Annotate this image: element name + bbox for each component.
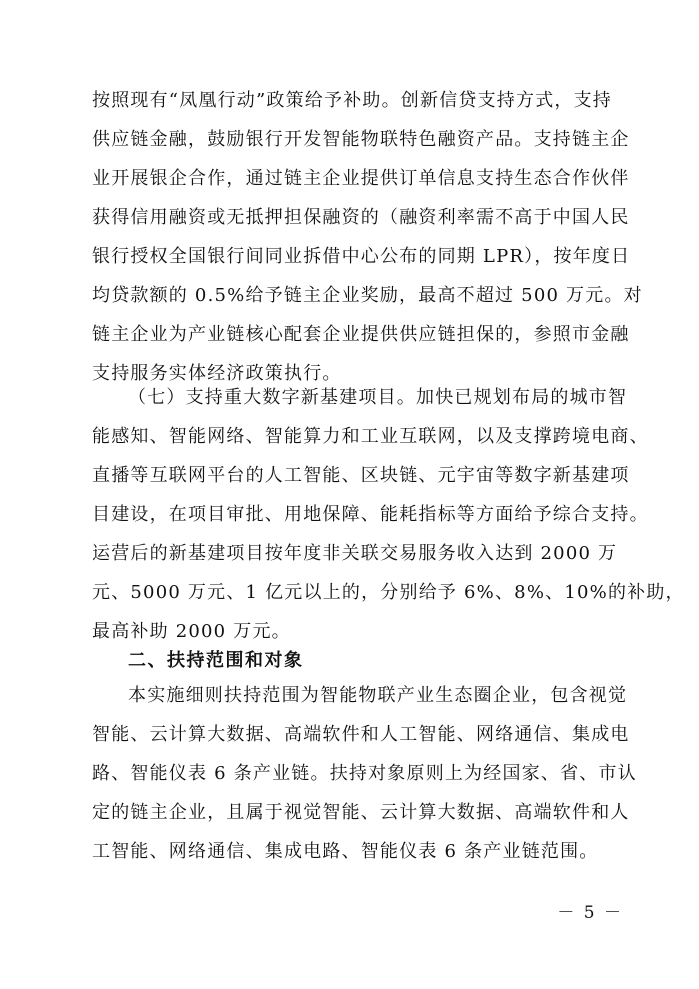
text-line: （七）支持重大数字新基建项目。加快已规划布局的城市智 bbox=[128, 387, 628, 408]
text-line: 目建设，在项目审批、用地保障、能耗指标等方面给予综合支持。 bbox=[92, 504, 649, 525]
text-line: 支持服务实体经济政策执行。 bbox=[92, 363, 342, 384]
text-line: 智能、云计算大数据、高端软件和人工智能、网络通信、集成电 bbox=[92, 724, 630, 745]
text-line: 定的链主企业，且属于视觉智能、云计算大数据、高端软件和人 bbox=[92, 802, 630, 823]
text-line: 供应链金融，鼓励银行开发智能物联特色融资产品。支持链主企 bbox=[92, 129, 630, 150]
page-number: － 5 － bbox=[557, 903, 623, 923]
heading-text: 二、扶持范围和对象 bbox=[128, 650, 304, 671]
text-line: 本实施细则扶持范围为智能物联产业生态圈企业，包含视觉 bbox=[128, 685, 628, 706]
text-line: 运营后的新基建项目按年度非关联交易服务收入达到 2000 万 bbox=[92, 543, 618, 564]
text-line: 工智能、网络通信、集成电路、智能仪表 6 条产业链范围。 bbox=[92, 841, 599, 862]
text-line: 业开展银企合作，通过链主企业提供订单信息支持生态合作伙伴 bbox=[92, 168, 630, 189]
text-line: 路、智能仪表 6 条产业链。扶持对象原则上为经国家、省、市认 bbox=[92, 763, 637, 784]
text-line: 银行授权全国银行间同业拆借中心公布的同期 LPR），按年度日 bbox=[92, 246, 631, 267]
text-line: 均贷款额的 0.5%给予链主企业奖励，最高不超过 500 万元。对 bbox=[92, 285, 643, 306]
text-line: 链主企业为产业链核心配套企业提供供应链担保的，参照市金融 bbox=[92, 324, 630, 345]
text-line: 直播等互联网平台的人工智能、区块链、元宇宙等数字新基建项 bbox=[92, 465, 630, 486]
text-line: 获得信用融资或无抵押担保融资的（融资利率需不高于中国人民 bbox=[92, 207, 630, 228]
text-line: 元、5000 万元、1 亿元以上的，分别给予 6%、8%、10%的补助， bbox=[92, 582, 685, 603]
text-line: 按照现有“凤凰行动”政策给予补助。创新信贷支持方式，支持 bbox=[92, 90, 613, 111]
text-line: 最高补助 2000 万元。 bbox=[92, 621, 291, 642]
text-line: 能感知、智能网络、智能算力和工业互联网，以及支撑跨境电商、 bbox=[92, 426, 649, 447]
